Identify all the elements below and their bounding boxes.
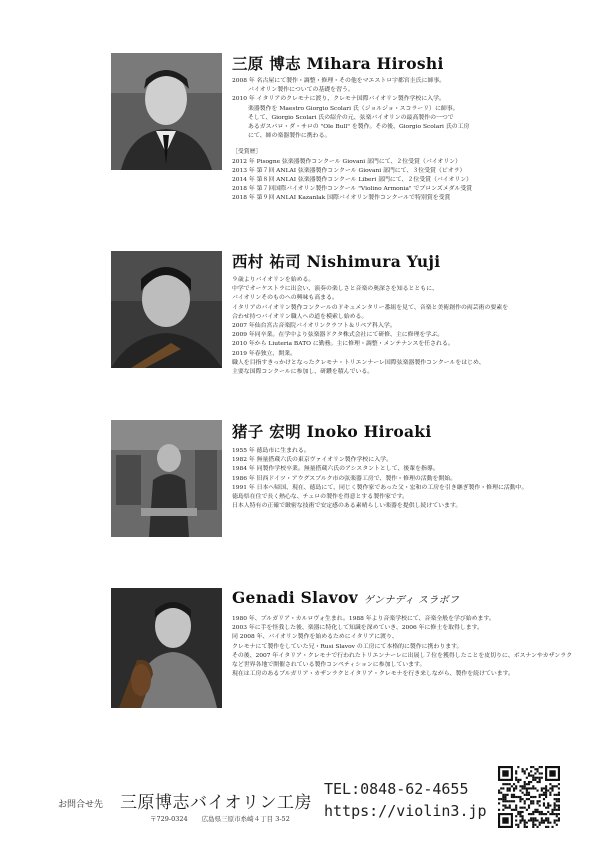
bio-line: 1984 年 同製作学校卒業。無量搭蔵六氏のアシスタントとして、後輩を指導。 bbox=[232, 466, 439, 473]
photo-nishimura-yuji bbox=[111, 251, 222, 368]
qr-code-icon bbox=[498, 766, 560, 828]
street-address: 広島県三原市糸崎４丁目 3-52 bbox=[201, 815, 290, 823]
bio-mihara bbox=[232, 77, 588, 204]
photo-mihara-hiroshi bbox=[111, 53, 222, 170]
bio-line: 2003 年に手を怪我した後、楽器に特化して知識を深めていき、2006 年に修士を取得します。 bbox=[232, 625, 483, 632]
bio-line: にて、師の楽器製作に携わる。 bbox=[248, 133, 331, 140]
bio-line: 1986 年 旧西ドイツ・アウグスブルク市の弦楽器工房で、製作・修理の活動を開始。 bbox=[232, 475, 457, 482]
bio-line: 日本人特有の正確で緻密な技術で安定感のある素晴らしい楽器を提供し続けています。 bbox=[232, 503, 462, 510]
person-name-nishimura: 西村 祐司 Nishimura Yuji bbox=[232, 252, 441, 271]
bio-line: 2007 年仙台宮古音楽院バイオリンクラフト＆リペア科入学。 bbox=[232, 323, 396, 330]
bio-line: バイオリン製作についての基礎を習う。 bbox=[248, 87, 354, 94]
bio-line: 1991 年 日本へ帰国、現在、徳島にて、同じく製作家であった父・宏和の工房を引き継ぎ製作・修理に活動中。 bbox=[232, 484, 528, 491]
bio-inoko bbox=[232, 447, 588, 511]
person-name-inoko: 猪子 宏明 Inoko Hiroaki bbox=[232, 422, 432, 441]
bio-line: 徳島県在住で長く熱心な、チェロの製作を得意とする製作家です。 bbox=[232, 494, 409, 501]
bio-line: 1980 年、ブルガリア・カルロヴォ生まれ。1988 年より音楽学校にて、音楽全般を学び始めます。 bbox=[232, 616, 495, 622]
bio-line: 2008 年 名古屋にて製作・調整・修理・その他をマエストロ宇都宮圭氏に師事。 bbox=[232, 78, 446, 84]
bio-slavov bbox=[232, 615, 588, 679]
bio-line: バイオリンそのものへの興味も高まる。 bbox=[232, 295, 338, 302]
portrait-image bbox=[111, 53, 222, 170]
bio-line: 1982 年 無量搭蔵六氏の東京ヴァイオリン製作学校に入学。 bbox=[232, 457, 392, 464]
award-line: 2012 年 Pisogne 弦楽器製作コンクール Giovani 部門にて、２位受賞（バイオリン） bbox=[232, 158, 461, 165]
person-name-slavov bbox=[232, 588, 459, 607]
photo-genadi-slavov bbox=[111, 588, 222, 708]
portrait-image bbox=[111, 251, 222, 368]
bio-line: 2019 年春独立、開業。 bbox=[232, 350, 296, 357]
bio-line: 2010 年から Liuteria BATO に勤務。主に修理・調整・メンテナンスを任される。 bbox=[232, 341, 454, 348]
bio-line: 合わせ持つバイオリン職人への道を模索し始める。 bbox=[232, 313, 368, 320]
bio-line: そして、Giorgio Scolari 氏の紹介の元、弦楽バイオリンの最高製作の一つで bbox=[248, 114, 454, 121]
bio-line: 2009 年同卒業。在学中より弦楽器ドクタ株式会社にて研修、主に修理を学ぶ。 bbox=[232, 332, 444, 339]
award-line: 2018 年 第９回 ANLAI Kazanlak 国際バイオリン製作コンクールで特別賞を受賞 bbox=[232, 195, 451, 202]
bio-line: 2010 年 イタリアのクレモナに渡り、クレモナ国際バイオリン製作学校に入学。 bbox=[232, 96, 445, 103]
contact-label: お問合せ先 bbox=[58, 800, 104, 810]
website-link[interactable]: https://violin3.jp bbox=[324, 802, 487, 820]
postal-code: 〒729-0324 bbox=[150, 815, 188, 823]
bio-line: など世界各地で開催されている製作コンペティションに参加しています。 bbox=[232, 662, 426, 669]
award-line: 2014 年 第８回 ANLAI 弦楽器製作コンクール Liberi 部門にて、２位受賞（バイオリン） bbox=[232, 177, 473, 184]
bio-line: 主要な国際コンクールに参加し、研鑽を積んでいる。 bbox=[232, 369, 374, 376]
bio-line: ９歳よりバイオリンを始める。 bbox=[232, 277, 315, 283]
bio-nishimura bbox=[232, 276, 588, 377]
bio-line: イタリアのバイオリン製作コンクールのドキュメンタリー番組を見て、音楽と美術創作の両芸術の要素を bbox=[232, 304, 509, 311]
bio-line: 中学でオーケストラに出会い、演奏の楽しさと音楽の奥深さを知るとともに、 bbox=[232, 286, 438, 293]
studio-name: 三原博志バイオリン工房 bbox=[120, 793, 312, 813]
bio-line: 現在は工房のあるブルガリア・カザンラクとイタリア・クレモナを行き来しながら、製作を続けています。 bbox=[232, 671, 514, 678]
name-latin: Genadi Slavov bbox=[232, 588, 358, 607]
bio-line: 楽器製作を Maestro Giorgio Scolari 氏（ジョルジョ・スコラーリ）に師事。 bbox=[248, 105, 459, 112]
portrait-image bbox=[111, 588, 222, 708]
bio-line: 1955 年 徳島市に生まれる。 bbox=[232, 448, 310, 454]
address bbox=[150, 814, 304, 823]
bio-line: あるガスパロ・ダ・サロの "Ole Bull" を製作。その後、Giorgio Scolari 氏の工房 bbox=[248, 124, 470, 131]
phone-number[interactable]: TEL:0848-62-4655 bbox=[324, 780, 469, 798]
bio-line: 同 2008 年、バイオリン製作を始めるためにイタリアに渡り、 bbox=[232, 634, 398, 641]
bio-line: クレモナにて製作をしていた兄・Rusi Slavov の工房にて本格的に製作に携わります。 bbox=[232, 643, 463, 650]
portrait-image bbox=[111, 420, 222, 537]
bio-line: その後、2007 年イタリア・クレモナで行われたトリエンナーレに出展し７位を獲得したことを皮切りに、ボスナンやカザンラク bbox=[232, 652, 573, 659]
photo-inoko-hiroaki bbox=[111, 420, 222, 537]
name-kana: ゲンナディ スラボフ bbox=[363, 595, 460, 606]
award-line: 2018 年 第７回国際バイオリン製作コンクール "Violino Armonia" でブロンズメダル受賞 bbox=[232, 186, 473, 193]
bio-line: 職人を目指すきっかけとなったクレモナ・トリエンナーレ国際弦楽器製作コンクールをはじめ、 bbox=[232, 359, 485, 366]
awards-heading: ［受賞歴］ bbox=[232, 149, 262, 156]
award-line: 2013 年 第７回 ANLAI 弦楽器製作コンクール Giovani 部門にて、３位受賞（ビオラ） bbox=[232, 167, 466, 174]
person-name-mihara: 三原 博志 Mihara Hiroshi bbox=[232, 54, 444, 73]
